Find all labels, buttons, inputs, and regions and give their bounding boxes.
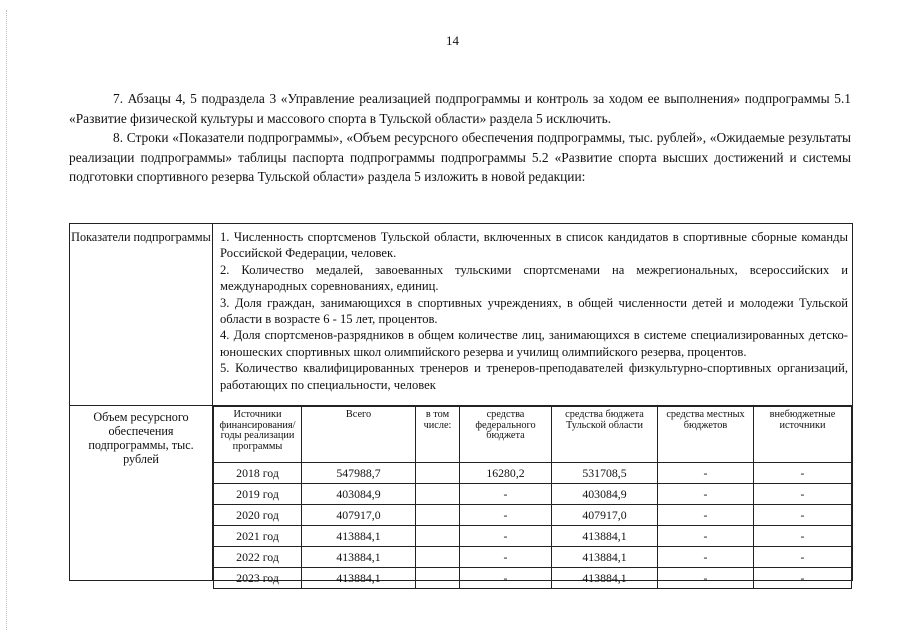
year-cell: 2019 год — [214, 484, 302, 505]
incl-cell — [416, 505, 460, 526]
passport-table — [69, 223, 853, 585]
total-cell: 413884,1 — [302, 568, 416, 589]
header-local: средства местных бюджетов — [658, 407, 754, 463]
indicator-item: 2. Количество медалей, завоеванных тульскими спортсменами на межрегиональных, всероссийских и международных соревнованиях, единиц. — [220, 262, 848, 294]
header-regional: средства бюджета Тульской области — [552, 407, 658, 463]
local-cell: - — [658, 463, 754, 484]
total-cell: 413884,1 — [302, 547, 416, 568]
year-cell: 2021 год — [214, 526, 302, 547]
local-cell: - — [658, 484, 754, 505]
table-row — [214, 484, 852, 505]
local-cell: - — [658, 568, 754, 589]
regional-cell: 413884,1 — [552, 526, 658, 547]
regional-cell: 531708,5 — [552, 463, 658, 484]
indicator-item: 3. Доля граждан, занимающихся в спортивных учреждениях, в общей численности детей и молодежи Тульской области в возрасте 6 - 15 лет, процентов. — [220, 295, 848, 327]
extra-cell: - — [754, 547, 852, 568]
left-margin-marks — [6, 10, 8, 630]
incl-cell — [416, 547, 460, 568]
federal-cell: - — [460, 568, 552, 589]
year-cell: 2020 год — [214, 505, 302, 526]
regional-cell: 413884,1 — [552, 547, 658, 568]
header-sources: Источники финансирования/ годы реализации программы — [214, 407, 302, 463]
total-cell: 413884,1 — [302, 526, 416, 547]
extra-cell: - — [754, 568, 852, 589]
extra-cell: - — [754, 484, 852, 505]
federal-cell: - — [460, 484, 552, 505]
regional-cell: 413884,1 — [552, 568, 658, 589]
total-cell: 547988,7 — [302, 463, 416, 484]
page-number: 14 — [446, 33, 459, 48]
year-cell: 2023 год — [214, 568, 302, 589]
header-extrabudgetary: внебюджетные источники — [754, 407, 852, 463]
year-cell: 2018 год — [214, 463, 302, 484]
table-row — [214, 568, 852, 589]
federal-cell: - — [460, 547, 552, 568]
table-row — [214, 505, 852, 526]
funding-table — [213, 406, 852, 589]
total-cell: 403084,9 — [302, 484, 416, 505]
funding-label: Объем ресурсного обеспечения подпрограммы, тыс. рублей — [88, 410, 194, 466]
paragraph-8: 8. Строки «Показатели подпрограммы», «Объем ресурсного обеспечения подпрограммы, тыс. рублей», «Ожидаемые результаты реализации подпрограммы» таблицы паспорта подпрограммы подпрограммы 5.2 «Развитие спорта высших достижений и системы подготовки спортивного резерва Тульской области» раздела 5 изложить в новой редакции: — [69, 130, 851, 184]
indicators-label: Показатели подпрограммы — [71, 230, 211, 244]
incl-cell — [416, 568, 460, 589]
incl-cell — [416, 526, 460, 547]
indicator-item: 5. Количество квалифицированных тренеров и тренеров-преподавателей физкультурно-спортивных организаций, работающих по специальности, человек — [220, 361, 848, 392]
incl-cell — [416, 463, 460, 484]
regional-cell: 407917,0 — [552, 505, 658, 526]
header-including: в том числе: — [416, 407, 460, 463]
table-row — [214, 547, 852, 568]
table-row — [214, 463, 852, 484]
local-cell: - — [658, 526, 754, 547]
federal-cell: - — [460, 505, 552, 526]
paragraph-7: 7. Абзацы 4, 5 подраздела 3 «Управление реализацией подпрограммы и контроль за ходом ее выполнения» подпрограммы 5.1 «Развитие физической культуры и массового спорта в Тульской области» раздела 5 исключить. — [69, 91, 851, 126]
header-federal: средства федерального бюджета — [460, 407, 552, 463]
year-cell: 2022 год — [214, 547, 302, 568]
regional-cell: 403084,9 — [552, 484, 658, 505]
table-row — [214, 526, 852, 547]
total-cell: 407917,0 — [302, 505, 416, 526]
indicator-item: 1. Численность спортсменов Тульской области, включенных в список кандидатов в спортивные сборные команды Российской Федерации, человек. — [220, 230, 848, 261]
federal-cell: - — [460, 526, 552, 547]
federal-cell: 16280,2 — [460, 463, 552, 484]
incl-cell — [416, 484, 460, 505]
funding-header-row — [214, 407, 852, 463]
extra-cell: - — [754, 505, 852, 526]
indicators-list — [220, 229, 848, 393]
header-total: Всего — [302, 407, 416, 463]
local-cell: - — [658, 505, 754, 526]
extra-cell: - — [754, 526, 852, 547]
indicator-item: 4. Доля спортсменов-разрядников в общем количестве лиц, занимающихся в системе специализированных детско-юношеских спортивных школ олимпийского резерва и училищ олимпийского резерва, процентов. — [220, 328, 848, 359]
extra-cell: - — [754, 463, 852, 484]
local-cell: - — [658, 547, 754, 568]
